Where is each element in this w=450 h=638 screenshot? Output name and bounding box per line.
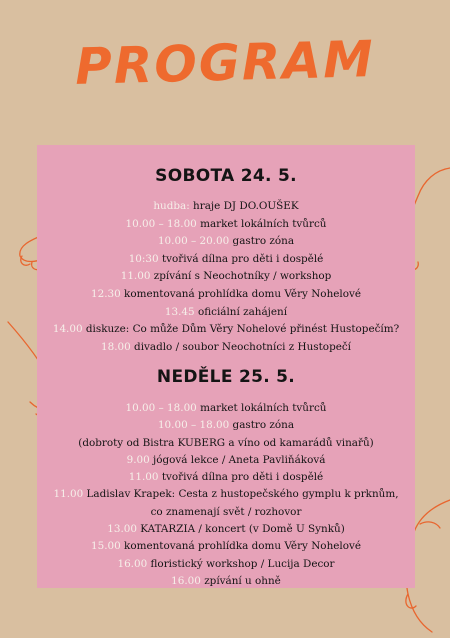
schedule-item (37, 521, 415, 538)
schedule-time: 13.45 (164, 305, 195, 318)
schedule-description: divadlo / soubor Neochotníci z Hustopečí (130, 340, 352, 353)
schedule-description: zpívání s Neochotníky / workshop (150, 270, 332, 283)
schedule-item (37, 198, 415, 216)
schedule-time: 15.00 (90, 540, 121, 553)
schedule-item (37, 417, 415, 434)
schedule-item (37, 251, 415, 269)
schedule-time: 10.00 – 18.00 (157, 419, 230, 432)
saturday-heading: SOBOTA 24. 5. (155, 166, 297, 186)
schedule-time: 10.00 – 18.00 (125, 217, 197, 230)
schedule-description: komentovaná prohlídka domu Věry Nohelové (120, 287, 362, 300)
schedule-description: gastro zóna (229, 419, 295, 432)
schedule-item (37, 486, 415, 503)
schedule-description: diskuze: Co může Dům Věry Nohelové přinést Hustopečím? (82, 323, 400, 336)
schedule-time: 10.00 – 20.00 (157, 235, 230, 248)
schedule-item (37, 435, 415, 452)
schedule-description: tvořivá dílna pro děti i dospělé (158, 252, 324, 265)
schedule-description: komentovaná prohlídka domu Věry Nohelové (120, 540, 362, 553)
schedule-description: KATARZIA / koncert (v Domě U Synků) (136, 523, 345, 536)
schedule-time: 11.00 (120, 270, 151, 283)
schedule-item (37, 556, 415, 573)
schedule-time: 11.00 (128, 471, 159, 484)
schedule-item (37, 216, 415, 234)
schedule-item (37, 339, 415, 357)
schedule-description: hraje DJ DO.OUŠEK (189, 200, 299, 212)
saturday-schedule (37, 198, 415, 356)
schedule-time: 10.00 – 18.00 (125, 402, 197, 414)
schedule-item (37, 304, 415, 322)
sunday-heading: NEDĚLE 25. 5. (156, 367, 296, 387)
schedule-item (37, 469, 415, 486)
schedule-item (37, 233, 415, 251)
schedule-item (37, 400, 415, 417)
schedule-description: zpívání u ohně (200, 574, 281, 587)
schedule-time: 10:30 (128, 252, 159, 265)
schedule-time: 12.30 (90, 287, 121, 300)
schedule-description: Ladislav Krapek: Cesta z hustopečského gymplu k prknům, (83, 488, 399, 501)
schedule-description: tvořivá dílna pro děti i dospělé (158, 471, 324, 484)
schedule-description: oficiální zahájení (194, 305, 288, 318)
schedule-item (37, 504, 415, 521)
schedule-time: hudba: (153, 200, 190, 212)
schedule-description: gastro zóna (229, 235, 295, 248)
schedule-description: market lokálních tvůrců (196, 402, 327, 414)
schedule-description: (dobroty od Bistra KUBERG a víno od kamarádů vinařů) (78, 436, 374, 449)
schedule-time: 16.00 (171, 574, 201, 587)
schedule-time: 14.00 (52, 323, 83, 336)
schedule-item (37, 268, 415, 286)
sunday-schedule (37, 400, 415, 590)
schedule-description: market lokálních tvůrců (196, 217, 327, 230)
schedule-time: 9.00 (126, 453, 150, 466)
schedule-item (37, 321, 415, 339)
schedule-time: 18.00 (100, 340, 131, 353)
schedule-time: 11.00 (53, 488, 84, 501)
page-title: PROGRAM (74, 30, 376, 96)
schedule-item (37, 538, 415, 555)
schedule-description: floristický workshop / Lucija Decor (147, 557, 335, 570)
schedule-time: 16.00 (117, 557, 148, 570)
schedule-time: 13.00 (107, 523, 137, 536)
schedule-description: co znamenají svět / rozhovor (150, 505, 302, 518)
program-panel (37, 145, 415, 588)
schedule-item (37, 452, 415, 469)
schedule-item (37, 286, 415, 304)
schedule-description: jógová lekce / Aneta Pavliňáková (149, 453, 326, 466)
schedule-item (37, 573, 415, 590)
